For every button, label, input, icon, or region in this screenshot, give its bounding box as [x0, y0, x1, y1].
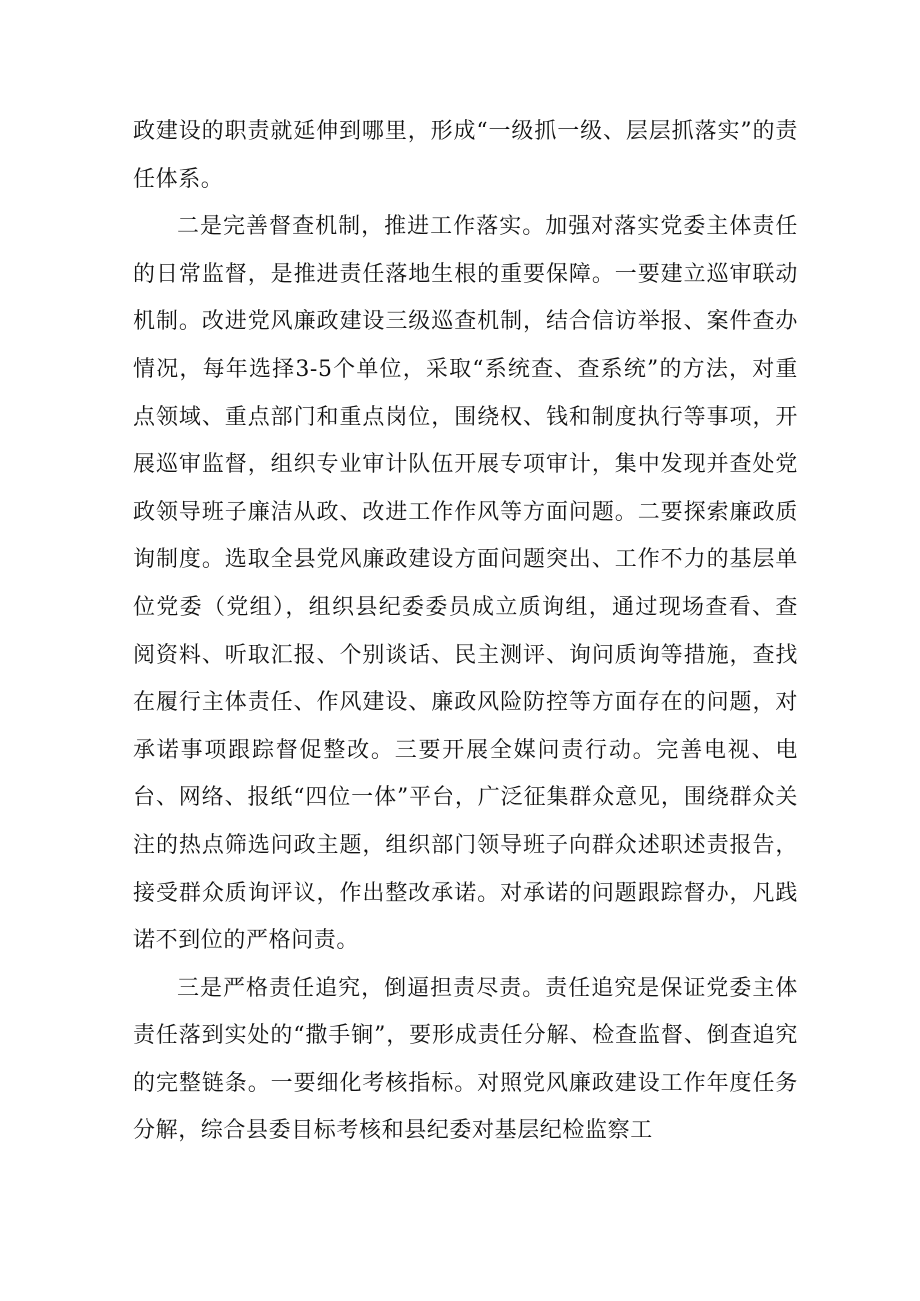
paragraph-1: 政建设的职责就延伸到哪里，形成“一级抓一级、层层抓落实”的责任体系。: [133, 119, 798, 192]
document-body: [133, 108, 798, 1155]
paragraph-2: 二是完善督查机制，推进工作落实。加强对落实党委主体责任的日常监督，是推进责任落地生根的重要保障。一要建立巡审联动机制。改进党风廉政建设三级巡查机制，结合信访举报、案件查办情况，每年选择3-5个单位，采取“系统查、查系统”的方法，对重点领域、重点部门和重点岗位，围绕权、钱和制度执行等事项，开展巡审监督，组织专业审计队伍开展专项审计，集中发现并查处党政领导班子廉洁从政、改进工作作风等方面问题。二要探索廉政质询制度。选取全县党风廉政建设方面问题突出、工作不力的基层单位党委（党组），组织县纪委委员成立质询组，通过现场查看、查阅资料、听取汇报、个别谈话、民主测评、询问质询等措施，查找在履行主体责任、作风建设、廉政风险防控等方面存在的问题，对承诺事项跟踪督促整改。三要开展全媒问责行动。完善电视、电台、网络、报纸“四位一体”平台，广泛征集群众意见，围绕群众关注的热点筛选问政主题，组织部门领导班子向群众述职述责报告，接受群众质询评议，作出整改承诺。对承诺的问题跟踪督办，凡践诺不到位的严格问责。: [133, 214, 798, 954]
paragraph-3: 三是严格责任追究，倒逼担责尽责。责任追究是保证党委主体责任落到实处的“撒手锏”，要形成责任分解、检查监督、倒查追究的完整链条。一要细化考核指标。对照党风廉政建设工作年度任务分解，综合县委目标考核和县纪委对基层纪检监察工: [133, 975, 798, 1144]
